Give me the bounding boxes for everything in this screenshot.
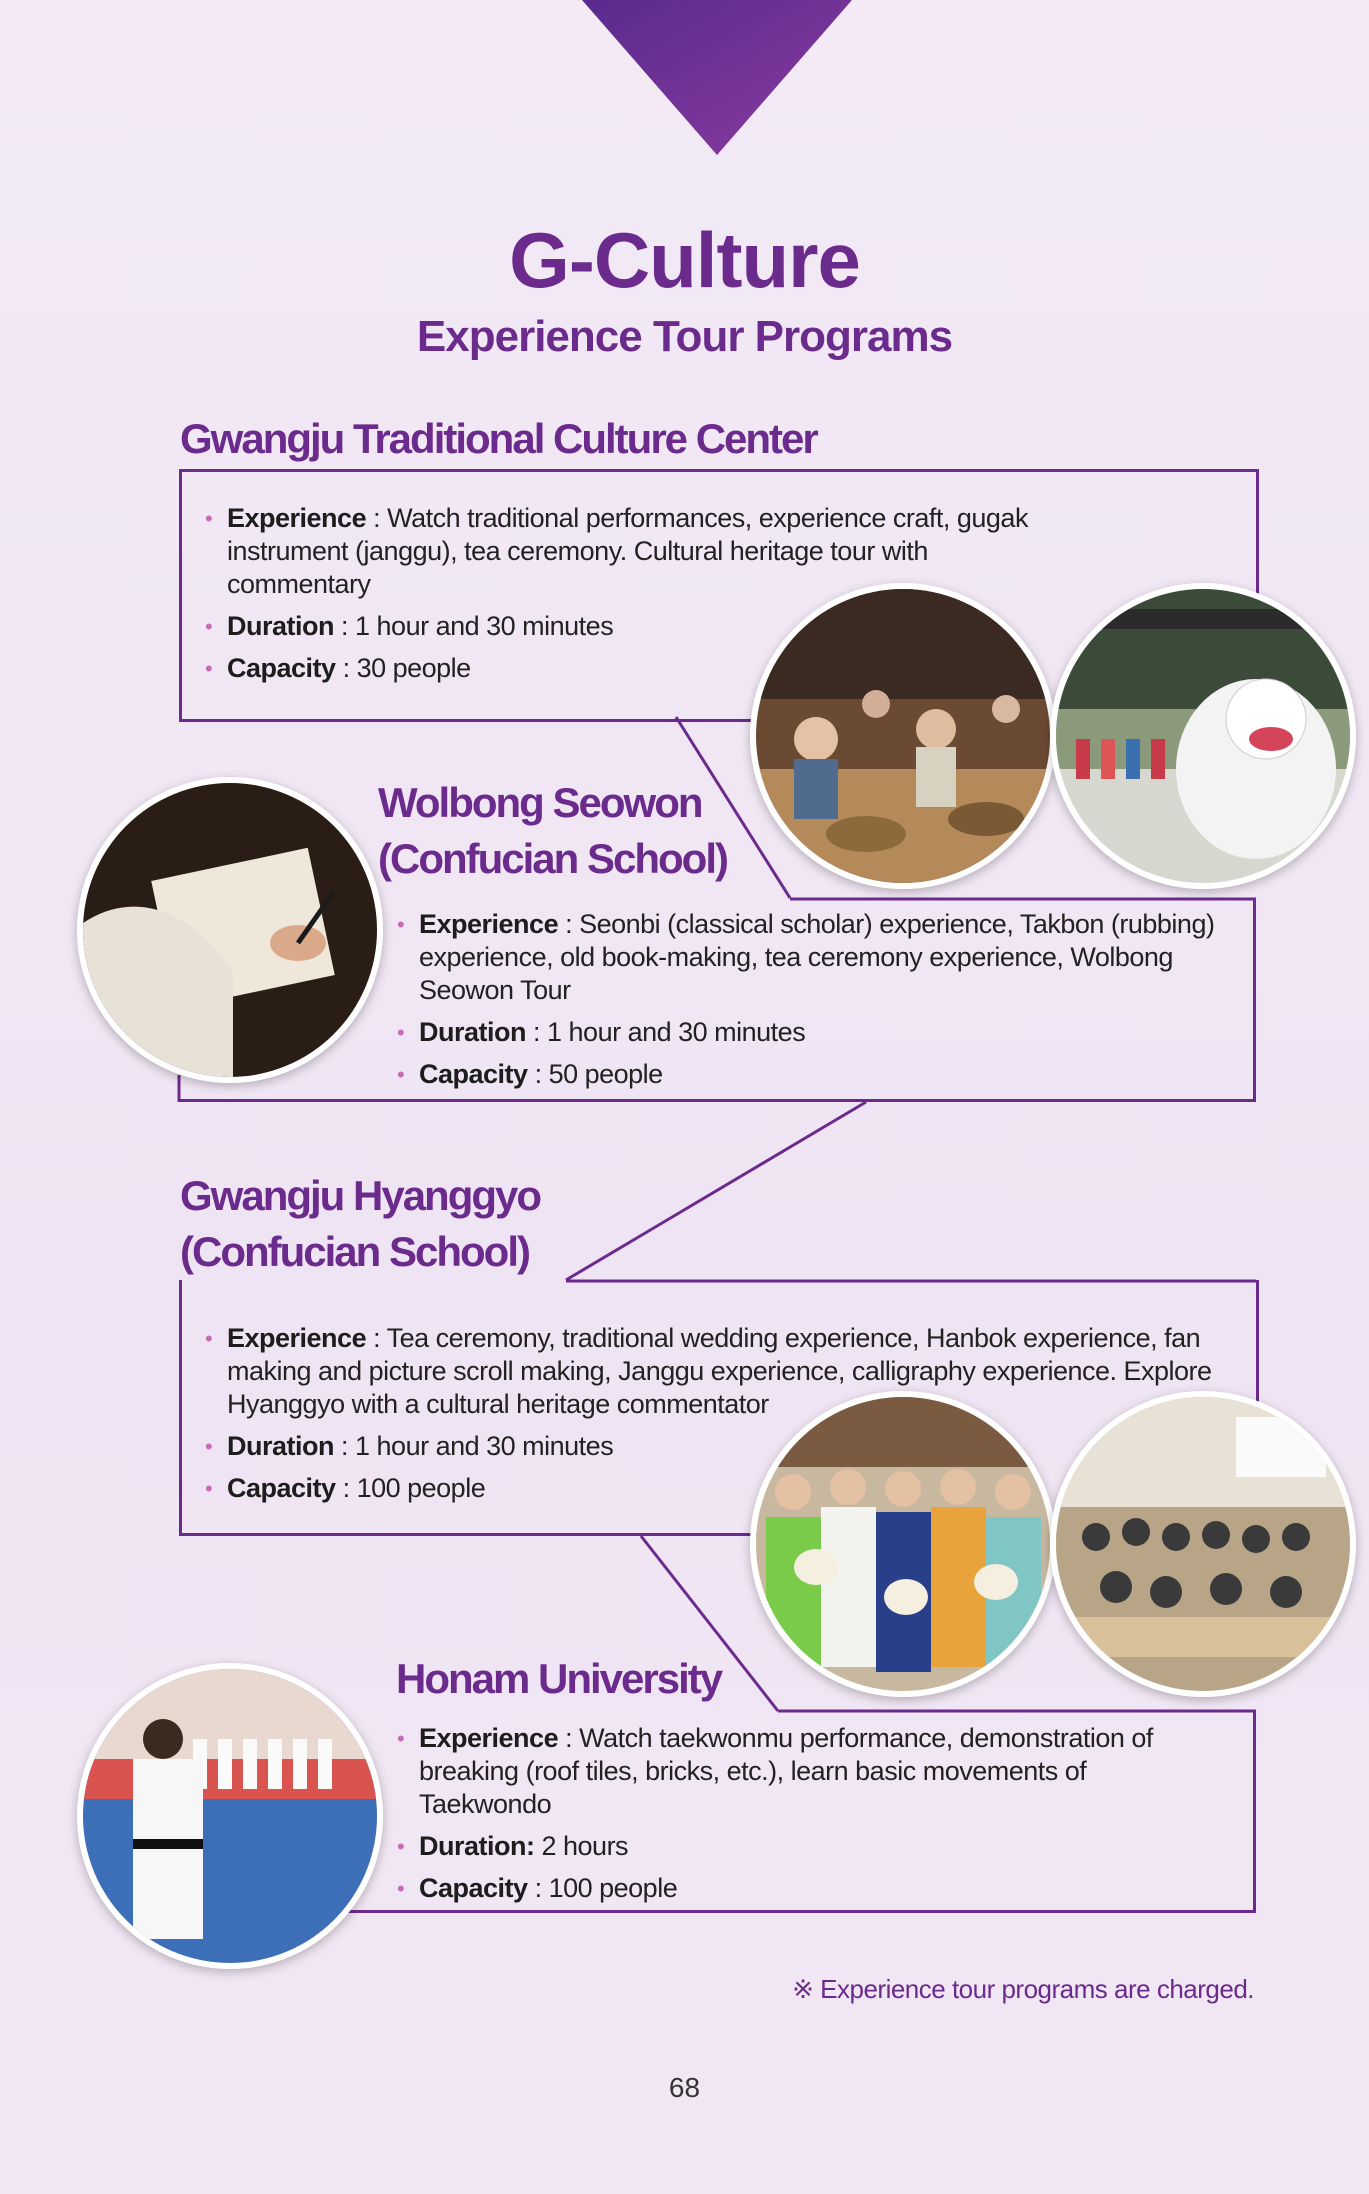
list-item: • Capacity : 30 people — [227, 652, 1077, 685]
list-item: • Duration : 1 hour and 30 minutes — [419, 1016, 1219, 1049]
page-number: 68 — [668, 2072, 701, 2103]
section-title-hyanggyo: Gwangju Hyanggyo (Confucian School) — [180, 1172, 541, 1275]
wolbong-capacity: 50 people — [548, 1059, 663, 1089]
section-title-honam-university: Honam University — [396, 1655, 722, 1702]
honam-duration: 2 hours — [541, 1831, 629, 1861]
wolbong-duration: 1 hour and 30 minutes — [547, 1017, 806, 1047]
culture-center-duration: 1 hour and 30 minutes — [355, 611, 614, 641]
honam-details — [419, 1722, 1219, 1914]
list-item: • Capacity : 100 people — [227, 1472, 1247, 1505]
list-item: • Experience : Seonbi (classical scholar) experience, Takbon (rubbing) experience, old book-making, tea ceremony experience, Wolbong Seowon Tour — [419, 908, 1219, 1007]
section-title-culture-center: Gwangju Traditional Culture Center — [180, 415, 817, 462]
list-item: • Capacity : 50 people — [419, 1058, 1219, 1091]
list-item: • Duration: 2 hours — [419, 1830, 1219, 1863]
photo-lion-mask-dance — [1050, 583, 1356, 889]
list-item: • Capacity : 100 people — [419, 1872, 1219, 1905]
photo-hanbok-group — [750, 1391, 1056, 1697]
culture-center-experience: Watch traditional performances, experience craft, gugak instrument (janggu), tea ceremony. Cultural heritage tour with commentary — [227, 503, 1028, 599]
charge-note: ※ Experience tour programs are charged. — [792, 1974, 1254, 2004]
section-title-wolbong-seowon: Wolbong Seowon (Confucian School) — [378, 779, 727, 882]
photo-calligraphy — [77, 777, 383, 1083]
hyanggyo-experience: Tea ceremony, traditional wedding experience, Hanbok experience, fan making and picture scroll making, Janggu experience, calligraphy experience. Explore Hyanggyo with a cultural heritage commentator — [227, 1323, 1212, 1419]
culture-center-capacity: 30 people — [356, 653, 471, 683]
list-item: • Experience : Tea ceremony, traditional wedding experience, Hanbok experience, fan making and picture scroll making, Janggu experience, calligraphy experience. Explore Hyanggyo with a cultural heritage commentator — [227, 1322, 1247, 1421]
page-subtitle: Experience Tour Programs — [416, 312, 953, 361]
wolbong-details — [419, 908, 1219, 1100]
connector-line-2 — [566, 1102, 866, 1280]
honam-experience: Watch taekwonmu performance, demonstration of breaking (roof tiles, bricks, etc.), learn basic movements of Taekwondo — [419, 1723, 1153, 1819]
list-item: • Experience : Watch taekwonmu performance, demonstration of breaking (roof tiles, bricks, etc.), learn basic movements of Taekwondo — [419, 1722, 1219, 1821]
photo-drum-performance — [750, 583, 1056, 889]
list-item: • Duration : 1 hour and 30 minutes — [227, 610, 1077, 643]
hyanggyo-capacity: 100 people — [356, 1473, 486, 1503]
photo-tea-ceremony-class — [1050, 1391, 1356, 1697]
photo-taekwondo — [77, 1663, 383, 1969]
list-item: • Experience : Watch traditional performances, experience craft, gugak instrument (janggu), tea ceremony. Cultural heritage tour with commentary — [227, 502, 1077, 601]
wolbong-experience: Seonbi (classical scholar) experience, Takbon (rubbing) experience, old book-making, tea ceremony experience, Wolbong Seowon Tour — [419, 909, 1215, 1005]
page-title: G-Culture — [509, 216, 860, 304]
hyanggyo-duration: 1 hour and 30 minutes — [355, 1431, 614, 1461]
honam-capacity: 100 people — [548, 1873, 678, 1903]
list-item: • Duration : 1 hour and 30 minutes — [227, 1430, 1247, 1463]
